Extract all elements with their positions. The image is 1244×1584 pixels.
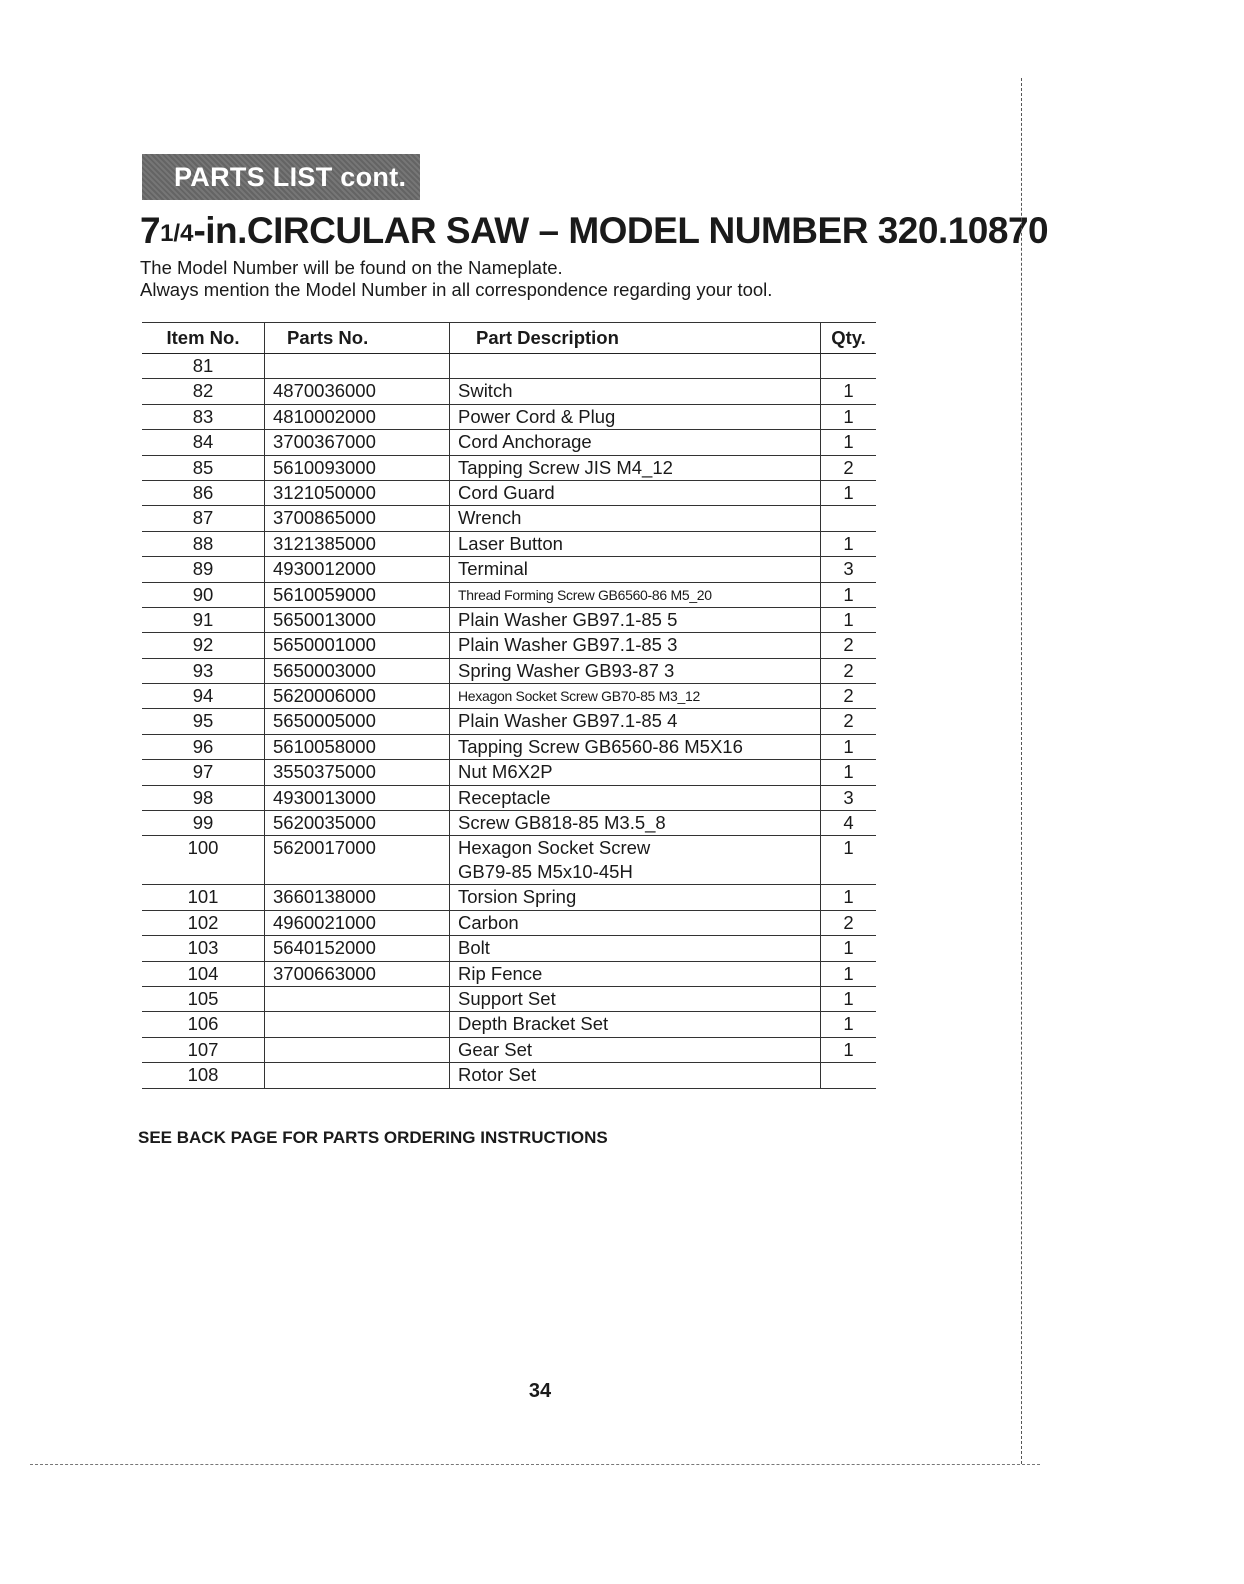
cell-qty: 2 <box>821 455 877 480</box>
cell-qty: 3 <box>821 557 877 582</box>
title-whole: 7 <box>140 210 161 251</box>
table-row <box>142 811 876 836</box>
cell-part-description <box>450 885 821 910</box>
cell-part-description <box>450 404 821 429</box>
description-line: Receptacle <box>458 786 551 808</box>
description-line: Support Set <box>458 987 556 1009</box>
table-row <box>142 684 876 709</box>
table-row <box>142 836 876 885</box>
cell-part-description <box>450 910 821 935</box>
page-trim-line-vertical <box>1021 78 1022 1464</box>
cell-part-description <box>450 582 821 607</box>
cell-item-no: 90 <box>142 582 265 607</box>
cell-qty: 4 <box>821 811 877 836</box>
table-row <box>142 430 876 455</box>
header-item-no: Item No. <box>142 323 265 354</box>
cell-qty: 1 <box>821 531 877 556</box>
cell-part-description <box>450 1037 821 1062</box>
table-row <box>142 480 876 505</box>
table-row <box>142 354 876 379</box>
parts-table-body <box>142 354 876 1089</box>
cell-item-no: 99 <box>142 811 265 836</box>
table-row <box>142 785 876 810</box>
cell-part-description <box>450 785 821 810</box>
table-row <box>142 961 876 986</box>
cell-item-no: 81 <box>142 354 265 379</box>
cell-qty: 2 <box>821 658 877 683</box>
description-line: Plain Washer GB97.1-85 3 <box>458 634 678 656</box>
cell-qty: 1 <box>821 430 877 455</box>
description-line: Tapping Screw JIS M4_12 <box>458 456 673 478</box>
cell-part-description <box>450 455 821 480</box>
cell-part-description <box>450 684 821 709</box>
intro-line: Always mention the Model Number in all correspondence regarding your tool. <box>140 279 773 300</box>
cell-qty: 1 <box>821 379 877 404</box>
description-line: Carbon <box>458 911 519 933</box>
cell-parts-no <box>265 354 450 379</box>
cell-part-description <box>450 506 821 531</box>
description-line: Laser Button <box>458 532 563 554</box>
header-parts-no: Parts No. <box>265 323 450 354</box>
cell-part-description <box>450 1012 821 1037</box>
cell-part-description <box>450 607 821 632</box>
table-row <box>142 1012 876 1037</box>
table-row <box>142 1063 876 1088</box>
cell-parts-no <box>265 1063 450 1088</box>
table-row <box>142 658 876 683</box>
cell-item-no: 93 <box>142 658 265 683</box>
page-trim-line-horizontal <box>30 1464 1040 1465</box>
cell-qty: 2 <box>821 709 877 734</box>
cell-part-description <box>450 531 821 556</box>
cell-item-no: 83 <box>142 404 265 429</box>
cell-part-description <box>450 354 821 379</box>
table-row <box>142 633 876 658</box>
cell-part-description <box>450 658 821 683</box>
table-row <box>142 455 876 480</box>
intro-text <box>140 257 772 301</box>
cell-parts-no: 4810002000 <box>265 404 450 429</box>
cell-parts-no: 3700367000 <box>265 430 450 455</box>
cell-part-description <box>450 986 821 1011</box>
cell-parts-no: 3700663000 <box>265 961 450 986</box>
cell-parts-no: 5610058000 <box>265 734 450 759</box>
cell-parts-no: 3121050000 <box>265 480 450 505</box>
cell-item-no: 86 <box>142 480 265 505</box>
cell-parts-no <box>265 1037 450 1062</box>
page-title <box>140 210 1048 252</box>
cell-qty: 1 <box>821 607 877 632</box>
cell-qty <box>821 506 877 531</box>
description-line: Hexagon Socket Screw <box>458 837 651 859</box>
cell-qty <box>821 354 877 379</box>
cell-parts-no: 5620006000 <box>265 684 450 709</box>
description-line: Cord Anchorage <box>458 431 592 453</box>
description-line: Thread Forming Screw GB6560-86 M5_20 <box>458 586 712 603</box>
cell-qty: 1 <box>821 1037 877 1062</box>
table-header-row <box>142 323 876 354</box>
description-line: GB79-85 M5x10-45H <box>458 861 633 883</box>
table-row <box>142 734 876 759</box>
cell-part-description <box>450 1063 821 1088</box>
cell-part-description <box>450 430 821 455</box>
description-line: Plain Washer GB97.1-85 4 <box>458 710 678 732</box>
title-fraction: 1/4 <box>160 220 194 247</box>
cell-item-no: 107 <box>142 1037 265 1062</box>
parts-table <box>142 322 876 1089</box>
header-qty: Qty. <box>821 323 877 354</box>
cell-qty: 1 <box>821 404 877 429</box>
cell-item-no: 96 <box>142 734 265 759</box>
cell-qty: 1 <box>821 734 877 759</box>
cell-item-no: 95 <box>142 709 265 734</box>
description-line: Wrench <box>458 507 522 529</box>
cell-parts-no: 5650003000 <box>265 658 450 683</box>
cell-item-no: 108 <box>142 1063 265 1088</box>
cell-part-description <box>450 936 821 961</box>
cell-item-no: 82 <box>142 379 265 404</box>
cell-item-no: 85 <box>142 455 265 480</box>
cell-item-no: 89 <box>142 557 265 582</box>
page-number: 34 <box>528 1380 552 1402</box>
cell-item-no: 106 <box>142 1012 265 1037</box>
cell-qty <box>821 1063 877 1088</box>
table-row <box>142 506 876 531</box>
table-row <box>142 885 876 910</box>
cell-qty: 1 <box>821 885 877 910</box>
cell-part-description <box>450 633 821 658</box>
table-row <box>142 936 876 961</box>
table-row <box>142 557 876 582</box>
table-row <box>142 1037 876 1062</box>
cell-part-description <box>450 480 821 505</box>
description-line: Spring Washer GB93-87 3 <box>458 659 675 681</box>
cell-qty: 1 <box>821 582 877 607</box>
section-banner: PARTS LIST cont. <box>142 154 420 200</box>
cell-item-no: 97 <box>142 760 265 785</box>
table-row <box>142 607 876 632</box>
cell-qty: 1 <box>821 936 877 961</box>
cell-part-description <box>450 760 821 785</box>
cell-parts-no: 3550375000 <box>265 760 450 785</box>
description-line: Gear Set <box>458 1038 533 1060</box>
table-row <box>142 986 876 1011</box>
cell-item-no: 100 <box>142 836 265 885</box>
table-row <box>142 582 876 607</box>
cell-item-no: 103 <box>142 936 265 961</box>
description-line: Hexagon Socket Screw GB70-85 M3_12 <box>458 688 700 705</box>
description-line: Rotor Set <box>458 1064 537 1086</box>
cell-part-description <box>450 379 821 404</box>
cell-part-description <box>450 961 821 986</box>
cell-item-no: 104 <box>142 961 265 986</box>
cell-parts-no: 3660138000 <box>265 885 450 910</box>
cell-part-description <box>450 557 821 582</box>
description-line: Tapping Screw GB6560-86 M5X16 <box>458 735 743 757</box>
cell-parts-no: 5650013000 <box>265 607 450 632</box>
description-line: Depth Bracket Set <box>458 1013 609 1035</box>
description-line: Power Cord & Plug <box>458 405 616 427</box>
cell-part-description <box>450 734 821 759</box>
cell-item-no: 94 <box>142 684 265 709</box>
table-row <box>142 379 876 404</box>
cell-part-description <box>450 836 821 885</box>
cell-item-no: 88 <box>142 531 265 556</box>
cell-qty: 2 <box>821 684 877 709</box>
cell-item-no: 98 <box>142 785 265 810</box>
cell-part-description <box>450 709 821 734</box>
cell-item-no: 102 <box>142 910 265 935</box>
cell-item-no: 84 <box>142 430 265 455</box>
table-row <box>142 709 876 734</box>
description-line: Nut M6X2P <box>458 761 553 783</box>
cell-qty: 1 <box>821 961 877 986</box>
cell-parts-no: 5620017000 <box>265 836 450 885</box>
description-line: Screw GB818-85 M3.5_8 <box>458 812 666 834</box>
cell-parts-no <box>265 986 450 1011</box>
cell-qty: 2 <box>821 633 877 658</box>
cell-qty: 3 <box>821 785 877 810</box>
cell-parts-no: 4960021000 <box>265 910 450 935</box>
title-rest: -in.CIRCULAR SAW – MODEL NUMBER 320.10870 <box>193 210 1049 251</box>
cell-item-no: 87 <box>142 506 265 531</box>
cell-qty: 1 <box>821 986 877 1011</box>
cell-parts-no: 5620035000 <box>265 811 450 836</box>
cell-parts-no: 5650005000 <box>265 709 450 734</box>
description-line: Switch <box>458 380 513 402</box>
description-line: Plain Washer GB97.1-85 5 <box>458 608 678 630</box>
cell-parts-no: 5610093000 <box>265 455 450 480</box>
table-row <box>142 404 876 429</box>
cell-item-no: 101 <box>142 885 265 910</box>
cell-parts-no: 4930013000 <box>265 785 450 810</box>
cell-parts-no: 5610059000 <box>265 582 450 607</box>
cell-parts-no: 5640152000 <box>265 936 450 961</box>
cell-parts-no: 3121385000 <box>265 531 450 556</box>
cell-item-no: 92 <box>142 633 265 658</box>
ordering-note: SEE BACK PAGE FOR PARTS ORDERING INSTRUCTIONS <box>138 1128 608 1147</box>
cell-parts-no: 5650001000 <box>265 633 450 658</box>
cell-qty: 1 <box>821 1012 877 1037</box>
header-part-description: Part Description <box>450 323 821 354</box>
description-line: Rip Fence <box>458 962 543 984</box>
description-line: Bolt <box>458 937 490 959</box>
cell-item-no: 105 <box>142 986 265 1011</box>
cell-parts-no <box>265 1012 450 1037</box>
description-line: Terminal <box>458 558 528 580</box>
cell-parts-no: 4930012000 <box>265 557 450 582</box>
cell-qty: 1 <box>821 760 877 785</box>
cell-item-no: 91 <box>142 607 265 632</box>
table-row <box>142 531 876 556</box>
description-line: Torsion Spring <box>458 886 577 908</box>
cell-qty: 1 <box>821 836 877 885</box>
intro-line: The Model Number will be found on the Nameplate. <box>140 257 563 278</box>
cell-parts-no: 4870036000 <box>265 379 450 404</box>
table-row <box>142 910 876 935</box>
description-line: Cord Guard <box>458 481 555 503</box>
table-row <box>142 760 876 785</box>
cell-part-description <box>450 811 821 836</box>
cell-qty: 1 <box>821 480 877 505</box>
cell-qty: 2 <box>821 910 877 935</box>
cell-parts-no: 3700865000 <box>265 506 450 531</box>
